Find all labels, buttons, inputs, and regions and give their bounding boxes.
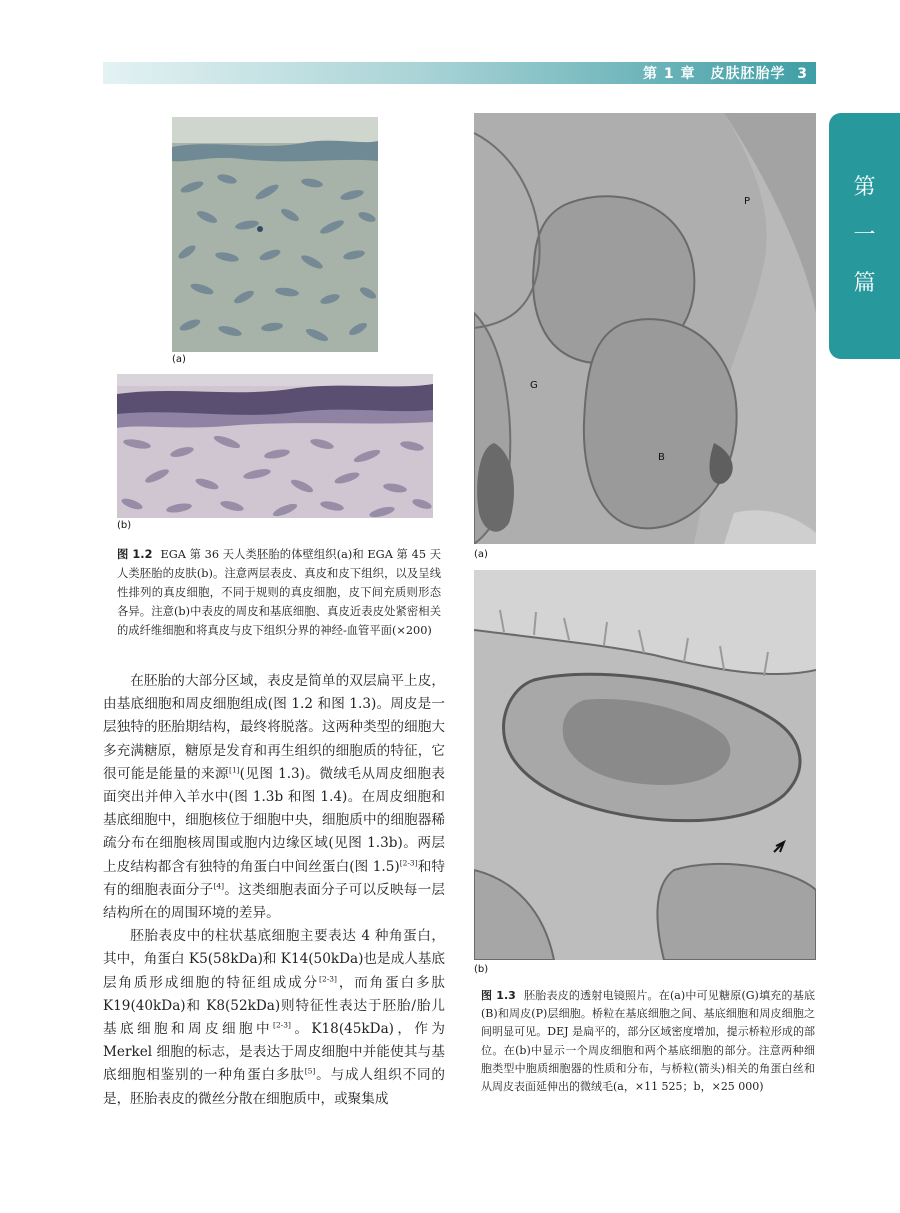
running-header-bar — [103, 62, 816, 84]
figure-1-3b-label: (b) — [474, 964, 489, 975]
marker-periderm: P — [744, 196, 751, 207]
figure-1-2-caption — [117, 545, 441, 640]
body-paragraph — [103, 670, 445, 925]
figure-1-3-number: 图 1.3 — [481, 989, 516, 1002]
body-paragraph — [103, 925, 445, 1111]
figure-1-2b-micrograph — [117, 374, 433, 518]
figure-1-2-number: 图 1.2 — [117, 548, 153, 561]
figure-1-3-caption — [481, 987, 815, 1096]
citation: [2-3] — [319, 974, 337, 984]
side-tab-char: 一 — [853, 223, 876, 248]
part-side-tab — [829, 113, 900, 359]
citation: [1] — [229, 765, 240, 775]
figure-1-3a-micrograph — [474, 113, 816, 544]
marker-glycogen: G — [530, 380, 538, 391]
text-run: (见图 1.3)。微绒毛从周皮细胞表面突出并伸入羊水中(图 1.3b 和图 1.4)。在周皮细胞和基底细胞中，细胞核位于细胞中央，细胞质中的细胞器稀疏分布在细胞核周围或胞内边缘区域(见图 1.3b)。两层上皮结构都含有独特的角蛋白中间丝蛋白(图 1.5) — [103, 765, 446, 875]
text-run: 在胚胎的大部分区域，表皮是简单的双层扁平上皮，由基底细胞和周皮细胞组成(图 1.2 和图 1.3)。周皮是一层独特的胚胎期结构，最终将脱落。这两种类型的细胞大多充满糖原，糖原是发育和再生组织的细胞质的特征，它很可能是能量的来源 — [103, 673, 445, 782]
body-text — [103, 670, 445, 1111]
figure-1-3b-micrograph — [474, 570, 816, 960]
chapter-title: 第 1 章 皮肤胚胎学 — [643, 66, 786, 82]
text-run: 胚胎表皮中的柱状基底细胞主要表达 4 种角蛋白，其中，角蛋白 K5(58kDa)和 K14(50kDa)也是成人基底层角质形成细胞的特征组成成分 — [103, 928, 445, 991]
figure-1-2a-label: (a) — [172, 354, 186, 365]
figure-1-3-caption-text: 胚胎表皮的透射电镜照片。在(a)中可见糖原(G)填充的基底(B)和周皮(P)层细胞。桥粒在基底细胞之间、基底细胞和周皮细胞之间明显可见。DEJ 是扁平的，部分区域密度增加，提示桥粒形成的部位。在(b)中显示一个周皮细胞和两个基底细胞的部分。注意两种细胞类型中胞质细胞器的性质和分布，与桥粒(箭头)相关的角蛋白丝和从周皮表面延伸出的微绒毛(a，×11 525；b，×25 000) — [481, 989, 815, 1094]
side-tab-char: 第 — [853, 175, 876, 200]
figure-1-3a-label: (a) — [474, 549, 488, 560]
text-run: 。这类细胞表面分子可以反映每一层结构所在的周围环境的差异。 — [103, 881, 446, 922]
text-run: 。K18(45kDa)，作为 Merkel 细胞的标志，是表达于周皮细胞中并能使其与基底细胞相鉴别的一种角蛋白多肽 — [103, 1021, 445, 1084]
figure-1-2a-micrograph — [172, 117, 378, 352]
figure-1-2-caption-text: EGA 第 36 天人类胚胎的体壁组织(a)和 EGA 第 45 天人类胚胎的皮肤(b)。注意两层表皮、真皮和皮下组织，以及呈线性排列的真皮细胞，不同于规则的真皮细胞，皮下间充质则形态各异。注意(b)中表皮的周皮和基底细胞、真皮近表皮处紧密相关的成纤维细胞和将真皮与皮下组织分界的神经-血管平面(×200) — [117, 548, 442, 637]
text-run: 。与成人组织不同的是，胚胎表皮的微丝分散在细胞质中，或聚集成 — [103, 1067, 446, 1107]
citation: [2-3] — [399, 858, 418, 868]
page-number: 3 — [797, 66, 808, 82]
running-header — [643, 63, 808, 83]
marker-basal: B — [658, 452, 665, 463]
text-run: 和特有的细胞表面分子 — [103, 858, 446, 898]
citation: [2-3] — [273, 1020, 291, 1030]
side-tab-char: 篇 — [853, 271, 876, 296]
figure-1-2b-label: (b) — [117, 520, 132, 531]
citation: [4] — [213, 881, 225, 891]
citation: [5] — [304, 1066, 316, 1076]
text-run: ，而角蛋白多肽 K19(40kDa)和 K8(52kDa)则特征性表达于胚胎/胎儿基底细胞和周皮细胞中 — [103, 974, 446, 1038]
